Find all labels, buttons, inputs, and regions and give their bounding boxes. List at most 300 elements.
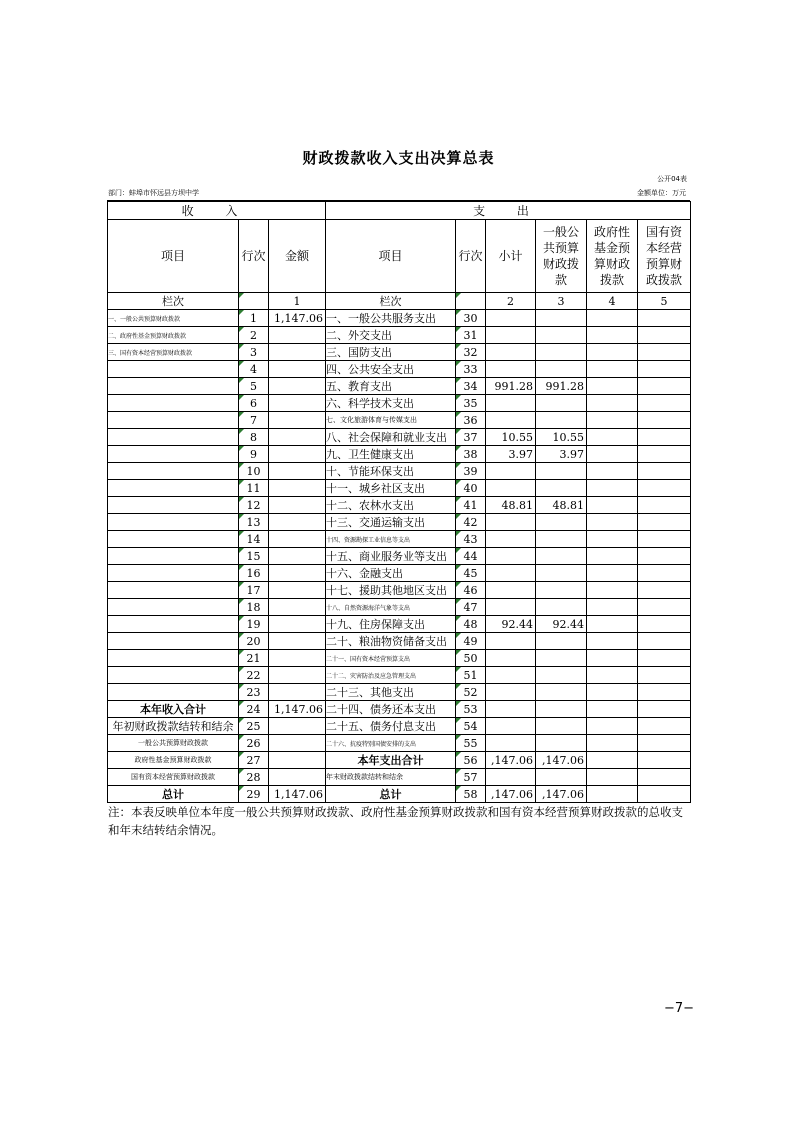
expense-state — [638, 735, 691, 752]
income-line: 2 — [239, 327, 269, 344]
expense-state — [638, 786, 691, 803]
expense-subtotal: ,147.06 — [486, 786, 536, 803]
expense-state — [638, 446, 691, 463]
lanci-col-1: 1 — [269, 293, 326, 310]
expense-item: 总计 — [326, 786, 456, 803]
expense-line: 38 — [456, 446, 486, 463]
expense-general: 48.81 — [536, 497, 587, 514]
income-item: 一、一般公共预算财政拨款 — [108, 310, 239, 327]
income-amount — [269, 735, 326, 752]
expense-item: 二、外交支出 — [326, 327, 456, 344]
expense-general: 3.97 — [536, 446, 587, 463]
table-row — [108, 531, 691, 548]
expense-general — [536, 684, 587, 701]
expense-subtotal — [486, 599, 536, 616]
expense-state — [638, 327, 691, 344]
expense-line: 45 — [456, 565, 486, 582]
expense-section-label: 支 出 — [326, 202, 691, 220]
expense-state — [638, 463, 691, 480]
expense-general — [536, 599, 587, 616]
income-line: 11 — [239, 480, 269, 497]
expense-line: 55 — [456, 735, 486, 752]
income-amount — [269, 565, 326, 582]
expense-general: ,147.06 — [536, 752, 587, 769]
lanci-left-label: 栏次 — [108, 293, 239, 310]
income-item — [108, 514, 239, 531]
expense-general — [536, 701, 587, 718]
income-item — [108, 684, 239, 701]
expense-line: 57 — [456, 769, 486, 786]
income-line: 29 — [239, 786, 269, 803]
expense-subtotal — [486, 650, 536, 667]
expense-fund — [587, 310, 638, 327]
income-amount — [269, 395, 326, 412]
expense-fund — [587, 497, 638, 514]
expense-general — [536, 514, 587, 531]
expense-state — [638, 650, 691, 667]
expense-line: 52 — [456, 684, 486, 701]
income-amount — [269, 684, 326, 701]
expense-fund — [587, 361, 638, 378]
income-amount — [269, 463, 326, 480]
income-line: 15 — [239, 548, 269, 565]
income-item — [108, 429, 239, 446]
income-line: 27 — [239, 752, 269, 769]
expense-item: 十七、援助其他地区支出 — [326, 582, 456, 599]
expense-state — [638, 684, 691, 701]
expense-fund — [587, 327, 638, 344]
income-item — [108, 650, 239, 667]
expense-general — [536, 667, 587, 684]
income-line: 19 — [239, 616, 269, 633]
expense-item: 十四、资源勘探工业信息等支出 — [326, 531, 456, 548]
page-number: −7− — [664, 1001, 695, 1016]
table-row — [108, 327, 691, 344]
expense-item: 九、卫生健康支出 — [326, 446, 456, 463]
header-amount: 金额 — [269, 220, 326, 293]
expense-item: 七、文化旅游体育与传媒支出 — [326, 412, 456, 429]
expense-fund — [587, 514, 638, 531]
income-item — [108, 633, 239, 650]
table-row — [108, 514, 691, 531]
expense-line: 39 — [456, 463, 486, 480]
income-line: 14 — [239, 531, 269, 548]
income-line: 22 — [239, 667, 269, 684]
income-line: 12 — [239, 497, 269, 514]
expense-general — [536, 769, 587, 786]
income-item — [108, 497, 239, 514]
expense-fund — [587, 769, 638, 786]
expense-state — [638, 480, 691, 497]
income-amount — [269, 599, 326, 616]
expense-fund — [587, 565, 638, 582]
expense-fund — [587, 786, 638, 803]
expense-general — [536, 395, 587, 412]
income-item: 本年收入合计 — [108, 701, 239, 718]
expense-subtotal — [486, 633, 536, 650]
expense-item: 二十一、国有资本经营预算支出 — [326, 650, 456, 667]
table-row — [108, 650, 691, 667]
table-row — [108, 769, 691, 786]
expense-line: 46 — [456, 582, 486, 599]
expense-line: 48 — [456, 616, 486, 633]
lanci-col-5: 5 — [638, 293, 691, 310]
expense-subtotal — [486, 412, 536, 429]
expense-item: 十一、城乡社区支出 — [326, 480, 456, 497]
expense-item: 十八、自然资源海洋气象等支出 — [326, 599, 456, 616]
income-amount — [269, 412, 326, 429]
expense-line: 41 — [456, 497, 486, 514]
income-line: 21 — [239, 650, 269, 667]
income-item — [108, 446, 239, 463]
expense-general — [536, 718, 587, 735]
expense-item: 二十、粮油物资储备支出 — [326, 633, 456, 650]
income-amount — [269, 429, 326, 446]
expense-fund — [587, 684, 638, 701]
expense-fund — [587, 667, 638, 684]
table-row — [108, 565, 691, 582]
expense-subtotal — [486, 531, 536, 548]
section-header-row — [108, 202, 691, 220]
income-amount — [269, 752, 326, 769]
expense-fund — [587, 701, 638, 718]
expense-fund — [587, 480, 638, 497]
expense-general — [536, 480, 587, 497]
income-amount — [269, 497, 326, 514]
report-sheet — [107, 145, 690, 839]
table-row — [108, 395, 691, 412]
expense-state — [638, 531, 691, 548]
expense-fund — [587, 582, 638, 599]
budget-table — [107, 201, 691, 803]
expense-general — [536, 548, 587, 565]
expense-subtotal — [486, 361, 536, 378]
expense-item: 二十六、抗疫特别国债安排的支出 — [326, 735, 456, 752]
expense-subtotal: ,147.06 — [486, 752, 536, 769]
expense-fund — [587, 718, 638, 735]
expense-general — [536, 327, 587, 344]
expense-state — [638, 548, 691, 565]
header-line: 行次 — [239, 220, 269, 293]
income-line: 25 — [239, 718, 269, 735]
expense-item: 二十五、债务付息支出 — [326, 718, 456, 735]
expense-line: 44 — [456, 548, 486, 565]
expense-item: 八、社会保障和就业支出 — [326, 429, 456, 446]
expense-item: 二十四、债务还本支出 — [326, 701, 456, 718]
income-amount — [269, 582, 326, 599]
column-number-row — [108, 293, 691, 310]
expense-state — [638, 769, 691, 786]
expense-fund — [587, 378, 638, 395]
expense-line: 54 — [456, 718, 486, 735]
income-line: 28 — [239, 769, 269, 786]
income-section-label: 收 入 — [108, 202, 326, 220]
expense-fund — [587, 735, 638, 752]
table-row — [108, 480, 691, 497]
expense-general — [536, 310, 587, 327]
expense-line: 35 — [456, 395, 486, 412]
income-amount — [269, 531, 326, 548]
income-item — [108, 667, 239, 684]
expense-subtotal — [486, 463, 536, 480]
expense-subtotal — [486, 667, 536, 684]
expense-subtotal — [486, 769, 536, 786]
income-amount: 1,147.06 — [269, 310, 326, 327]
income-line: 6 — [239, 395, 269, 412]
expense-line: 42 — [456, 514, 486, 531]
header-state: 国有资本经营预算财政拨款 — [638, 220, 691, 293]
header-general: 一般公共预算财政拨款 — [536, 220, 587, 293]
table-row — [108, 497, 691, 514]
table-row — [108, 667, 691, 684]
income-amount — [269, 480, 326, 497]
expense-state — [638, 429, 691, 446]
expense-general — [536, 463, 587, 480]
table-row — [108, 310, 691, 327]
expense-fund — [587, 650, 638, 667]
expense-item: 四、公共安全支出 — [326, 361, 456, 378]
expense-subtotal — [486, 480, 536, 497]
income-item — [108, 395, 239, 412]
income-item — [108, 480, 239, 497]
expense-subtotal — [486, 327, 536, 344]
table-row — [108, 412, 691, 429]
expense-item: 二十三、其他支出 — [326, 684, 456, 701]
lanci-right-label: 栏次 — [326, 293, 456, 310]
income-item: 一般公共预算财政拨款 — [108, 735, 239, 752]
expense-general — [536, 582, 587, 599]
income-amount — [269, 514, 326, 531]
table-row — [108, 463, 691, 480]
income-line: 20 — [239, 633, 269, 650]
expense-state — [638, 344, 691, 361]
table-row — [108, 735, 691, 752]
expense-general — [536, 531, 587, 548]
expense-item: 五、教育支出 — [326, 378, 456, 395]
income-item: 年初财政拨款结转和结余 — [108, 718, 239, 735]
expense-general: 10.55 — [536, 429, 587, 446]
report-title: 财政拨款收入支出决算总表 — [302, 149, 495, 167]
footnote: 注：本表反映单位本年度一般公共预算财政拨款、政府性基金预算财政拨款和国有资本经营预算财政拨款的总收支和年末结转结余情况。 — [108, 805, 683, 837]
income-line: 26 — [239, 735, 269, 752]
income-item — [108, 531, 239, 548]
expense-subtotal — [486, 565, 536, 582]
expense-fund — [587, 395, 638, 412]
department-label: 部门：蚌埠市怀远县方坝中学 — [108, 189, 199, 197]
expense-general: 92.44 — [536, 616, 587, 633]
table-row — [108, 446, 691, 463]
expense-item: 三、国防支出 — [326, 344, 456, 361]
expense-state — [638, 633, 691, 650]
expense-item: 六、科学技术支出 — [326, 395, 456, 412]
table-row — [108, 616, 691, 633]
income-line: 3 — [239, 344, 269, 361]
income-line: 7 — [239, 412, 269, 429]
expense-state — [638, 718, 691, 735]
income-item: 三、国有资本经营预算财政拨款 — [108, 344, 239, 361]
income-amount — [269, 667, 326, 684]
expense-subtotal: 10.55 — [486, 429, 536, 446]
expense-item: 一、一般公共服务支出 — [326, 310, 456, 327]
form-number: 公开04表 — [657, 175, 687, 183]
expense-subtotal — [486, 735, 536, 752]
meta-row — [107, 186, 690, 201]
income-amount — [269, 548, 326, 565]
expense-fund — [587, 616, 638, 633]
expense-state — [638, 378, 691, 395]
expense-line: 58 — [456, 786, 486, 803]
income-line: 24 — [239, 701, 269, 718]
expense-general: 991.28 — [536, 378, 587, 395]
income-amount — [269, 769, 326, 786]
expense-fund — [587, 412, 638, 429]
income-amount — [269, 633, 326, 650]
expense-line: 30 — [456, 310, 486, 327]
table-row — [108, 548, 691, 565]
expense-general — [536, 412, 587, 429]
column-header-row — [108, 220, 691, 293]
expense-state — [638, 582, 691, 599]
income-line: 10 — [239, 463, 269, 480]
expense-fund — [587, 599, 638, 616]
income-line: 17 — [239, 582, 269, 599]
income-item — [108, 582, 239, 599]
expense-line: 49 — [456, 633, 486, 650]
header-item2: 项目 — [326, 220, 456, 293]
expense-state — [638, 514, 691, 531]
expense-general — [536, 344, 587, 361]
table-row — [108, 786, 691, 803]
expense-line: 33 — [456, 361, 486, 378]
expense-subtotal: 991.28 — [486, 378, 536, 395]
income-amount — [269, 378, 326, 395]
lanci-col-3: 3 — [536, 293, 587, 310]
expense-fund — [587, 344, 638, 361]
expense-line: 36 — [456, 412, 486, 429]
income-item — [108, 616, 239, 633]
income-item: 总计 — [108, 786, 239, 803]
expense-general — [536, 565, 587, 582]
expense-item: 十六、金融支出 — [326, 565, 456, 582]
expense-line: 43 — [456, 531, 486, 548]
expense-item: 十三、交通运输支出 — [326, 514, 456, 531]
expense-state — [638, 310, 691, 327]
expense-fund — [587, 446, 638, 463]
income-item — [108, 378, 239, 395]
expense-state — [638, 412, 691, 429]
expense-item: 十、节能环保支出 — [326, 463, 456, 480]
table-row — [108, 429, 691, 446]
income-item — [108, 361, 239, 378]
income-item: 政府性基金预算财政拨款 — [108, 752, 239, 769]
expense-item: 本年支出合计 — [326, 752, 456, 769]
expense-subtotal — [486, 548, 536, 565]
expense-subtotal: 3.97 — [486, 446, 536, 463]
income-item — [108, 548, 239, 565]
income-amount — [269, 650, 326, 667]
expense-general — [536, 633, 587, 650]
unit-label: 金额单位：万元 — [637, 189, 686, 197]
lanci-right-blank — [456, 293, 486, 310]
lanci-col-2: 2 — [486, 293, 536, 310]
expense-subtotal — [486, 310, 536, 327]
expense-subtotal — [486, 718, 536, 735]
expense-item: 二十二、灾害防治及应急管理支出 — [326, 667, 456, 684]
income-line: 18 — [239, 599, 269, 616]
expense-fund — [587, 752, 638, 769]
income-line: 9 — [239, 446, 269, 463]
income-item — [108, 599, 239, 616]
income-item — [108, 463, 239, 480]
expense-state — [638, 497, 691, 514]
expense-state — [638, 395, 691, 412]
income-amount: 1,147.06 — [269, 786, 326, 803]
expense-state — [638, 667, 691, 684]
income-item: 国有资本经营预算财政拨款 — [108, 769, 239, 786]
expense-state — [638, 361, 691, 378]
expense-subtotal — [486, 344, 536, 361]
expense-state — [638, 701, 691, 718]
expense-line: 32 — [456, 344, 486, 361]
expense-general — [536, 361, 587, 378]
income-item: 二、政府性基金预算财政拨款 — [108, 327, 239, 344]
header-line2: 行次 — [456, 220, 486, 293]
table-row — [108, 718, 691, 735]
expense-subtotal: 92.44 — [486, 616, 536, 633]
income-line: 4 — [239, 361, 269, 378]
income-item — [108, 565, 239, 582]
income-amount — [269, 327, 326, 344]
expense-fund — [587, 548, 638, 565]
expense-line: 50 — [456, 650, 486, 667]
expense-state — [638, 752, 691, 769]
header-subtotal: 小计 — [486, 220, 536, 293]
income-line: 1 — [239, 310, 269, 327]
income-amount — [269, 446, 326, 463]
income-amount: 1,147.06 — [269, 701, 326, 718]
expense-state — [638, 599, 691, 616]
income-line: 13 — [239, 514, 269, 531]
table-row — [108, 361, 691, 378]
income-line: 16 — [239, 565, 269, 582]
income-amount — [269, 361, 326, 378]
expense-item: 十九、住房保障支出 — [326, 616, 456, 633]
expense-line: 53 — [456, 701, 486, 718]
lanci-left-blank — [239, 293, 269, 310]
expense-item: 年末财政拨款结转和结余 — [326, 769, 456, 786]
income-line: 8 — [239, 429, 269, 446]
header-item: 项目 — [108, 220, 239, 293]
expense-general — [536, 650, 587, 667]
table-row — [108, 344, 691, 361]
expense-line: 37 — [456, 429, 486, 446]
expense-item: 十五、商业服务业等支出 — [326, 548, 456, 565]
expense-subtotal — [486, 395, 536, 412]
expense-item: 十二、农林水支出 — [326, 497, 456, 514]
expense-subtotal — [486, 684, 536, 701]
table-row — [108, 582, 691, 599]
table-row — [108, 701, 691, 718]
table-row — [108, 752, 691, 769]
expense-subtotal: 48.81 — [486, 497, 536, 514]
table-row — [108, 633, 691, 650]
header-fund: 政府性基金预算财政拨款 — [587, 220, 638, 293]
table-row — [108, 378, 691, 395]
expense-fund — [587, 633, 638, 650]
expense-subtotal — [486, 582, 536, 599]
income-item — [108, 412, 239, 429]
expense-line: 40 — [456, 480, 486, 497]
